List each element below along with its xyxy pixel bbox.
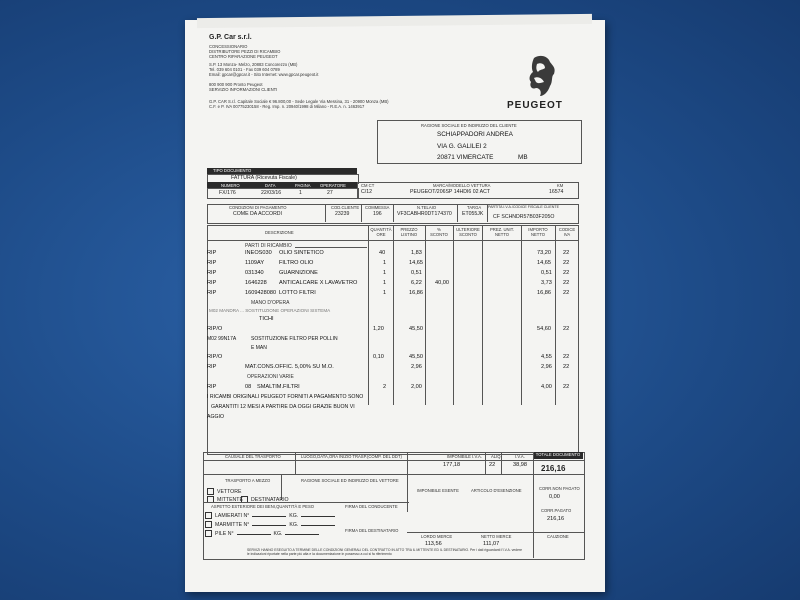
section-parts: PARTI DI RICAMBIO (245, 243, 292, 249)
doc-type-value: FATTURA (Ricevuta Fiscale) (231, 175, 297, 181)
company-legal-1: G.P. CAR S.r.l. Capitale Sociale € 96.800,00 - Sede Legale Via Messina, 31 - 20900 Monza (MB) (209, 99, 389, 104)
esente-label: IMPONIBILE ESENTE (417, 488, 459, 493)
company-line-2: DISTRIBUTORE PEZZI DI RICAMBIO (209, 49, 281, 54)
labor1-desc-2: E MAN (251, 345, 267, 351)
labor1-desc: SOSTITUZIONE FILTRO PER POLLIN (251, 336, 338, 342)
marca-value: PEUGEOT/206SP 14HDI6 02 ACT (410, 189, 491, 195)
trasporto-label: TRASPORTO A MEZZO (225, 478, 271, 483)
marmitte-row: MARMITTE N° KG. (205, 521, 338, 528)
doc-pagina-label: PAGINA (295, 183, 311, 188)
destinatario-option[interactable]: DESTINATARIO (241, 496, 289, 503)
pile-row: PILE N° KG. (205, 530, 322, 537)
imponibile-value: 177,18 (443, 462, 461, 468)
codcliente-value: 23239 (335, 211, 350, 217)
doc-data: 22/03/16 (261, 190, 282, 196)
iva-value: 38,98 (513, 462, 527, 468)
note-line-2: GARANTITI 12 MESI A PARTIRE DA OGGI GRAZIE BUON VI (211, 404, 355, 410)
mittente-option[interactable]: MITTENTE (207, 496, 243, 503)
col-descrizione: DESCRIZIONE (265, 230, 294, 235)
customer-street: VIA G. GALILEI 2 (437, 143, 487, 150)
codcliente-label: COD.CLIENTE (331, 205, 360, 210)
doc-pagina: 1 (299, 190, 302, 196)
company-phone: 800 900 900 Pronto Peugeot (209, 82, 263, 87)
cmct-value: C/12 (361, 189, 372, 195)
doc-operatore-label: OPERATORE (320, 183, 346, 188)
section-labor: MANO D'OPERA (251, 300, 290, 306)
customer-province: MB (518, 154, 528, 161)
customer-city: 20871 VIMERCATE (437, 154, 494, 161)
telaio-value: VF3CABHR0DT174370 (397, 211, 452, 217)
aspetto-label: ASPETTO ESTERIORE DEI BENI,QUANTITÀ E PESO (211, 504, 315, 509)
peugeot-lion-logo (520, 52, 562, 100)
col-sconto: % SCONTO (430, 227, 448, 237)
col-iva: CODICE IVA (558, 227, 576, 237)
doc-numero-label: NUMERO (221, 183, 240, 188)
vettore-rag-label: RAGIONE SOCIALE ED INDIRIZZO DEL VETTORE (301, 478, 399, 483)
company-address-2: Tel. 039 604 0101 - Fax 039 604 0789 (209, 67, 280, 72)
col-importo: IMPORTO NETTO (528, 227, 548, 237)
company-service: SERVIZIO INFORMAZIONI CLIENTI (209, 87, 278, 92)
note-line-1: I RICAMBI ORIGINALI PEUGEOT FORNITI A PAGAMENTO SONO (207, 394, 364, 400)
col-ulteriore: ULTERIORE SCONTO (456, 227, 480, 237)
payment-label: CONDIZIONI DI PAGAMENTO (229, 205, 287, 210)
nonpagato-label: CORR.NON PAGATO (539, 486, 580, 491)
company-line-1: CONCESSIONARIO (209, 44, 248, 49)
aliq-label: ALIQ. (491, 454, 502, 459)
firma-conducente-label: FIRMA DEL CONDUCENTE (345, 504, 398, 509)
section-ops: OPERAZIONI VARIE (247, 374, 294, 380)
causale-label: CAUSALE DEL TRASPORTO (225, 454, 281, 459)
company-legal-2: C.F. e P. IVA 00775230158 - Reg. Imp. n. 20940/1998 di Milano - R.E.A. n. 1463917 (209, 104, 365, 109)
col-prez-unit: PREZ. UNIT. NETTO (490, 227, 514, 237)
piva-value: CF SCHNDR57B03F205O (493, 214, 555, 220)
cmct-label: CM CT (361, 183, 375, 188)
articolo-label: ARTICOLO D'ESENZIONE (471, 488, 522, 493)
legal-text-2: le indicazioni riportate nella parte più alta e la documentazione in possesso a cui si fa riferimento (247, 552, 392, 556)
doc-numero: FX/176 (219, 190, 236, 196)
lamierati-row: LAMIERATI N° KG. (205, 512, 338, 519)
imponibile-label: IMPONIBILE I.V.A. (447, 454, 482, 459)
luogo-label: LUOGO,DATA,ORA INIZIO TRASP.(COMP. DEL DDT) (301, 454, 402, 459)
company-address-1: S.P. 13 Monza- Melzo, 20883 Concorezzo (MB) (209, 62, 298, 67)
commessa-label: COMMESSA (365, 205, 390, 210)
totale-label: TOTALE DOCUMENTO (533, 452, 583, 459)
iva-label: I.V.A. (515, 454, 525, 459)
labor-note: M02 MANDRA ... SOSTITUZIONE OPERAZIONI SISTEMA (209, 308, 331, 313)
col-prezzo: PREZZO LISTINO (400, 227, 418, 237)
aliq-value: 22 (489, 462, 496, 468)
targa-label: TARGA (467, 205, 482, 210)
commessa-value: 196 (373, 211, 382, 217)
vettore-checkbox[interactable] (207, 488, 214, 495)
brand-name: PEUGEOT (507, 100, 563, 111)
netto-value: 111,07 (483, 541, 500, 547)
payment-value: COME DA ACCORDI (233, 211, 282, 217)
legal-text-1: SERVIZI HANNO ESEGUITO A TERMINE DELLE CONDIZIONI GENERALI DEL CONTRATTO IN ATTO TRA IL MITTENTE ED IL DESTINATARIO. Per i dati riguardanti l'I.V.A. vedere (247, 548, 522, 552)
note-line-3: AGGIO (207, 414, 225, 420)
telaio-label: N.TELAIO (417, 205, 437, 210)
netto-label: NETTO MERCE (481, 534, 512, 539)
doc-type-label: TIPO DOCUMENTO (207, 168, 357, 174)
nonpagato-value: 0,00 (549, 494, 560, 500)
labor1-code: M02 99N17A (207, 336, 237, 342)
totale-value: 216,16 (541, 464, 566, 473)
invoice-paper: G.P. Car s.r.l. CONCESSIONARIO DISTRIBUTORE PEZZI DI RICAMBIO CENTRO RIPARAZIONE PEUGEOT S.P. 13 Monza- Melzo, 20883 Concorezzo (MB) Tel. 039 604 0101 - Fax 039 604 0789 Email: gpcar@gpcar.it - Sito Internet: www.gpcar.peugeot.it 800 900 900 Pronto Peugeot SERVIZIO INFORMAZIONI CLIENTI G.P. CAR S.r.l. Capitale Sociale € 96.800,00 - Sede Legale Via Messina, 31 - 20900 Monza (MB) C.F. e P. IVA 00775230158 - Reg. Imp. n. 20940/1998 di Milano - R.E.A. n. 1463917 PEUGEOT RAGIONE SOCIALE ED INDIRIZZO DEL CLIENTE SCHIAPPADORI ANDREA VIA G. GALILEI 2 20871 VIMERCATE MB TIPO DOCUMENTO FATTURA (Ricevuta Fiscale) NUMERO DATA PAGINA OPERATORE FX/176 22/03/16 1 27 CM CT C/12 MARCA/MODELLO VETTURA PEUGEOT/206SP 14HDI6 02 ACT KM 16574 CONDIZIONI DI PAGAMENTO COME DA ACCORDI COD.CLIENTE 23239 COMMESSA 196 N.TELAIO VF3CABHR0DT174370 TARGA ET055JK PARTITA I.V.A./CODICE FISCALE CLIENTE CF SCHNDR57B03F205O DESCRIZIONE QUANTITÀ ORE PREZZO LISTINO % SCONTO ULTERIORE SCONTO PREZ. UNIT. NETTO IMPORTO NETTO CODICE IVA PARTI DI RICAMBIO RIP INEOS030 OLIO SINTETICO 40 1,83 73,20 22 RIP 1109AY FILTRO OLIO 1 14,65 14,65 22 RIP 031340 GUARNIZIONE 1 0,51 0,51 22 RIP 1646228 ANTICALCARE X LAVAVETRO 1 6,22 40,00 3,73 22 RIP 1609428080 LOTTO FILTRI 1 16,86 16,86 22 MANO D'OPERA M02 MANDRA ... SOSTITUZIONE OPERAZIONI SISTEMA TICHI RIP/O 1,20 45,50 54,60 22 M02 99N17A SOSTITUZIONE FILTRO PER POLLIN E MAN RIP/O 0,10 45,50 4,55 22 RIP MAT.CONS.OFFIC. 5,00% SU M.O. 2,96 2,96 22 OPERAZIONI VARIE RIP 08 SMALTIM.FILTRI 2 2,00 4,00 22 I RICAMBI ORIGINALI PEUGEOT FORNITI A PAGAMENTO SONO GARANTITI 12 MESI A PARTIRE DA OGGI GRAZIE BUON VI AGGIO CAUSALE DEL TRASPORTO LUOGO,DATA,ORA INIZIO TRASP.(COMP. DEL DDT) IMPONIBILE I.V.A. ALIQ. I.V.A. TOTALE DOCUMENTO 177,18 22 38,98 216,16 TRASPORTO A MEZZO RAGIONE SOCIALE ED INDIRIZZO DEL VETTORE VETTORE MITTENTE DESTINATARIO IMPONIBILE ESENTE ARTICOLO D'ESENZIONE CORR.NON PAGATO 0,00 ASPETTO ESTERIORE DEI BENI,QUANTITÀ E PESO FIRMA DEL CONDUCENTE LAMIERATI N° KG. MARMITTE N° KG. PILE N° KG. FIRMA DEL DESTINATARIO CORR.PAGATO 216,16 LORDO MERCE NETTO MERCE CAUZIONE 113,56 111,07 SERVIZI HANNO ESEGUITO A TERMINE DELLE CONDIZIONI GENERALI DEL CONTRATTO IN ATTO TRA IL MITTENTE ED IL DESTINATARIO. Per i dati riguardanti l'I.V.A. vedere le indicazioni riportate nella parte più alta e la documentazione in possesso a cui si fa riferimento (185, 20, 605, 592)
corr-pagato-value: 216,16 (547, 516, 565, 522)
targa-value: ET055JK (462, 211, 484, 217)
col-quantita: QUANTITÀ ORE (370, 227, 392, 237)
company-name: G.P. Car s.r.l. (209, 34, 252, 41)
lordo-label: LORDO MERCE (421, 534, 453, 539)
km-label: KM (557, 183, 564, 188)
corr-pagato-label: CORR.PAGATO (541, 508, 572, 513)
customer-header: RAGIONE SOCIALE ED INDIRIZZO DEL CLIENTE (421, 123, 517, 128)
cauzione-label: CAUZIONE (547, 534, 569, 539)
doc-data-label: DATA (265, 183, 276, 188)
km-value: 16574 (549, 189, 564, 195)
company-line-3: CENTRO RIPARAZIONE PEUGEOT (209, 54, 278, 59)
customer-name: SCHIAPPADORI ANDREA (437, 131, 513, 138)
marca-label: MARCA/MODELLO VETTURA (433, 183, 491, 188)
lordo-value: 113,56 (425, 541, 442, 547)
company-address-3: Email: gpcar@gpcar.it - Sito Internet: www.gpcar.peugeot.it (209, 72, 319, 77)
doc-operatore: 27 (327, 190, 333, 196)
firma-destinatario-label: FIRMA DEL DESTINATARIO (345, 528, 399, 533)
labor-tichi: TICHI (259, 316, 274, 322)
vettore-option[interactable]: VETTORE (207, 488, 241, 495)
piva-label: PARTITA I.V.A./CODICE FISCALE CLIENTE (488, 205, 559, 209)
